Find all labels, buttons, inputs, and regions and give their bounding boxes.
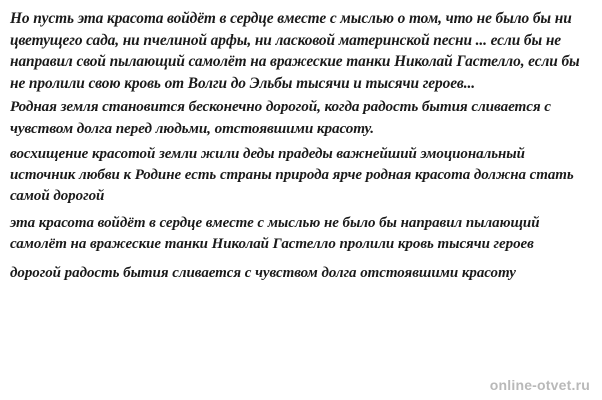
watermark-label: online-otvet.ru: [489, 377, 590, 393]
paragraph-5: дорогой радость бытия сливается с чувством долга отстоявшими красоту: [10, 265, 516, 281]
paragraph-1: Но пусть эта красота войдёт в сердце вместе с мыслью о том, что не было бы ни цветущего сада, ни пчелиной арфы, ни ласковой материнской песни ... если бы не направил свой пылающий самолёт на вражеские танки Николай Гастелло, если бы не пролили свою кровь от Волги до Эльбы тысячи и тысячи героев...: [10, 10, 580, 92]
paragraph-2: Родная земля становится бесконечно дорогой, когда радость бытия сливается с чувством долга перед людьми, отстоявшими красоту.: [10, 98, 551, 137]
paragraph-4: эта красота войдёт в сердце вместе с мыслью не было бы направил пылающий самолёт на вражеские танки Николай Гастелло пролили кровь тысячи героев: [10, 215, 540, 252]
paragraph-3: восхищение красотой земли жили деды прадеды важнейший эмоциональный источник любви к Родине есть страны природа ярче родная красота должна стать самой дорогой: [10, 146, 574, 204]
